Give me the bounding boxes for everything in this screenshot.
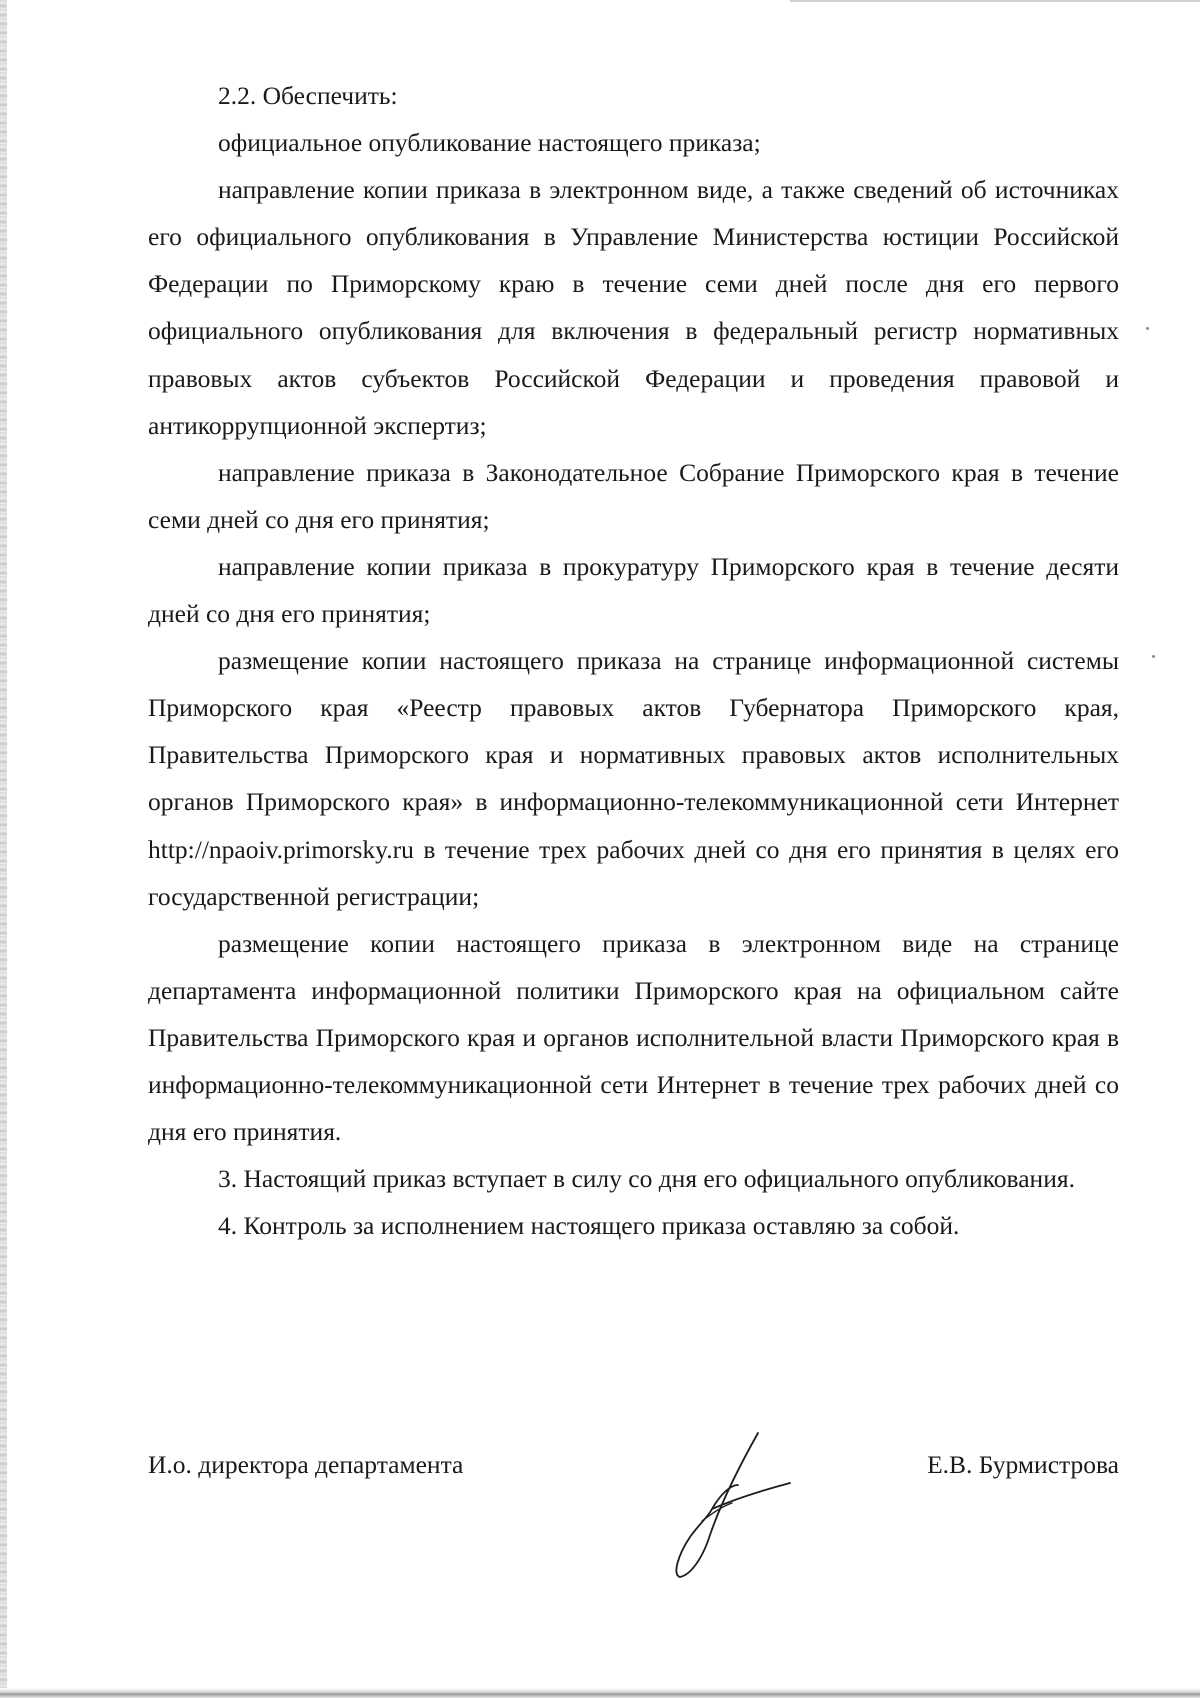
paragraph-registry-placement: размещение копии настоящего приказа на странице информационной системы Приморского края «Реестр правовых актов Губернатора Приморского края, Правительства Приморского края и нормативных правовых актов исполнительных органов Приморского края» в информационно-телекоммуникационной сети Интернет http://npaoiv.primorsky.ru в течение трех рабочих дней со дня его принятия в целях его государственной регистрации; — [148, 646, 1119, 911]
paragraph-4-control: 4. Контроль за исполнением настоящего приказа оставляю за собой. — [218, 1211, 960, 1241]
handwritten-signature — [660, 1425, 810, 1585]
paragraph-publication: официальное опубликование настоящего приказа; — [218, 128, 761, 158]
paragraph-legislative-assembly: направление приказа в Законодательное Собрание Приморского края в течение семи дней со дня его принятия; — [148, 457, 1119, 534]
signatory-name: Е.В. Бурмистрова — [927, 1450, 1119, 1479]
signatory-position: И.о. директора департамента — [148, 1450, 464, 1479]
paragraph-3-effective: 3. Настоящий приказ вступает в силу со дня его официального опубликования. — [218, 1164, 1075, 1194]
scan-edge-left — [0, 0, 7, 1698]
scan-edge-top — [790, 0, 1200, 2]
signature-block — [148, 1450, 1119, 1490]
scan-speck — [1146, 327, 1149, 330]
scan-edge-bottom — [0, 1688, 1200, 1698]
paragraph-prosecutor: направление копии приказа в прокуратуру Приморского края в течение десяти дней со дня его принятия; — [148, 551, 1119, 629]
paragraph-website-placement: размещение копии настоящего приказа в электронном виде на странице департамента информационной политики Приморского края на официальном сайте Правительства Приморского края и органов исполнительной власти Приморского края в информационно-телекоммуникационной сети Интернет в течение трех рабочих дней со дня его принятия. — [148, 928, 1119, 1147]
scan-speck — [1152, 655, 1155, 658]
paragraph-2-2-heading: 2.2. Обеспечить: — [218, 81, 398, 110]
document-body — [148, 72, 1119, 1249]
paragraph-ministry-justice: направление копии приказа в электронном виде, а также сведений об источниках его официального опубликования в Управление Министерства юстиции Российской Федерации по Приморскому краю в течение семи дней после дня его первого официального опубликования для включения в федеральный регистр нормативных правовых актов субъектов Российской Федерации и проведения правовой и антикоррупционной экспертиз; — [148, 175, 1119, 440]
